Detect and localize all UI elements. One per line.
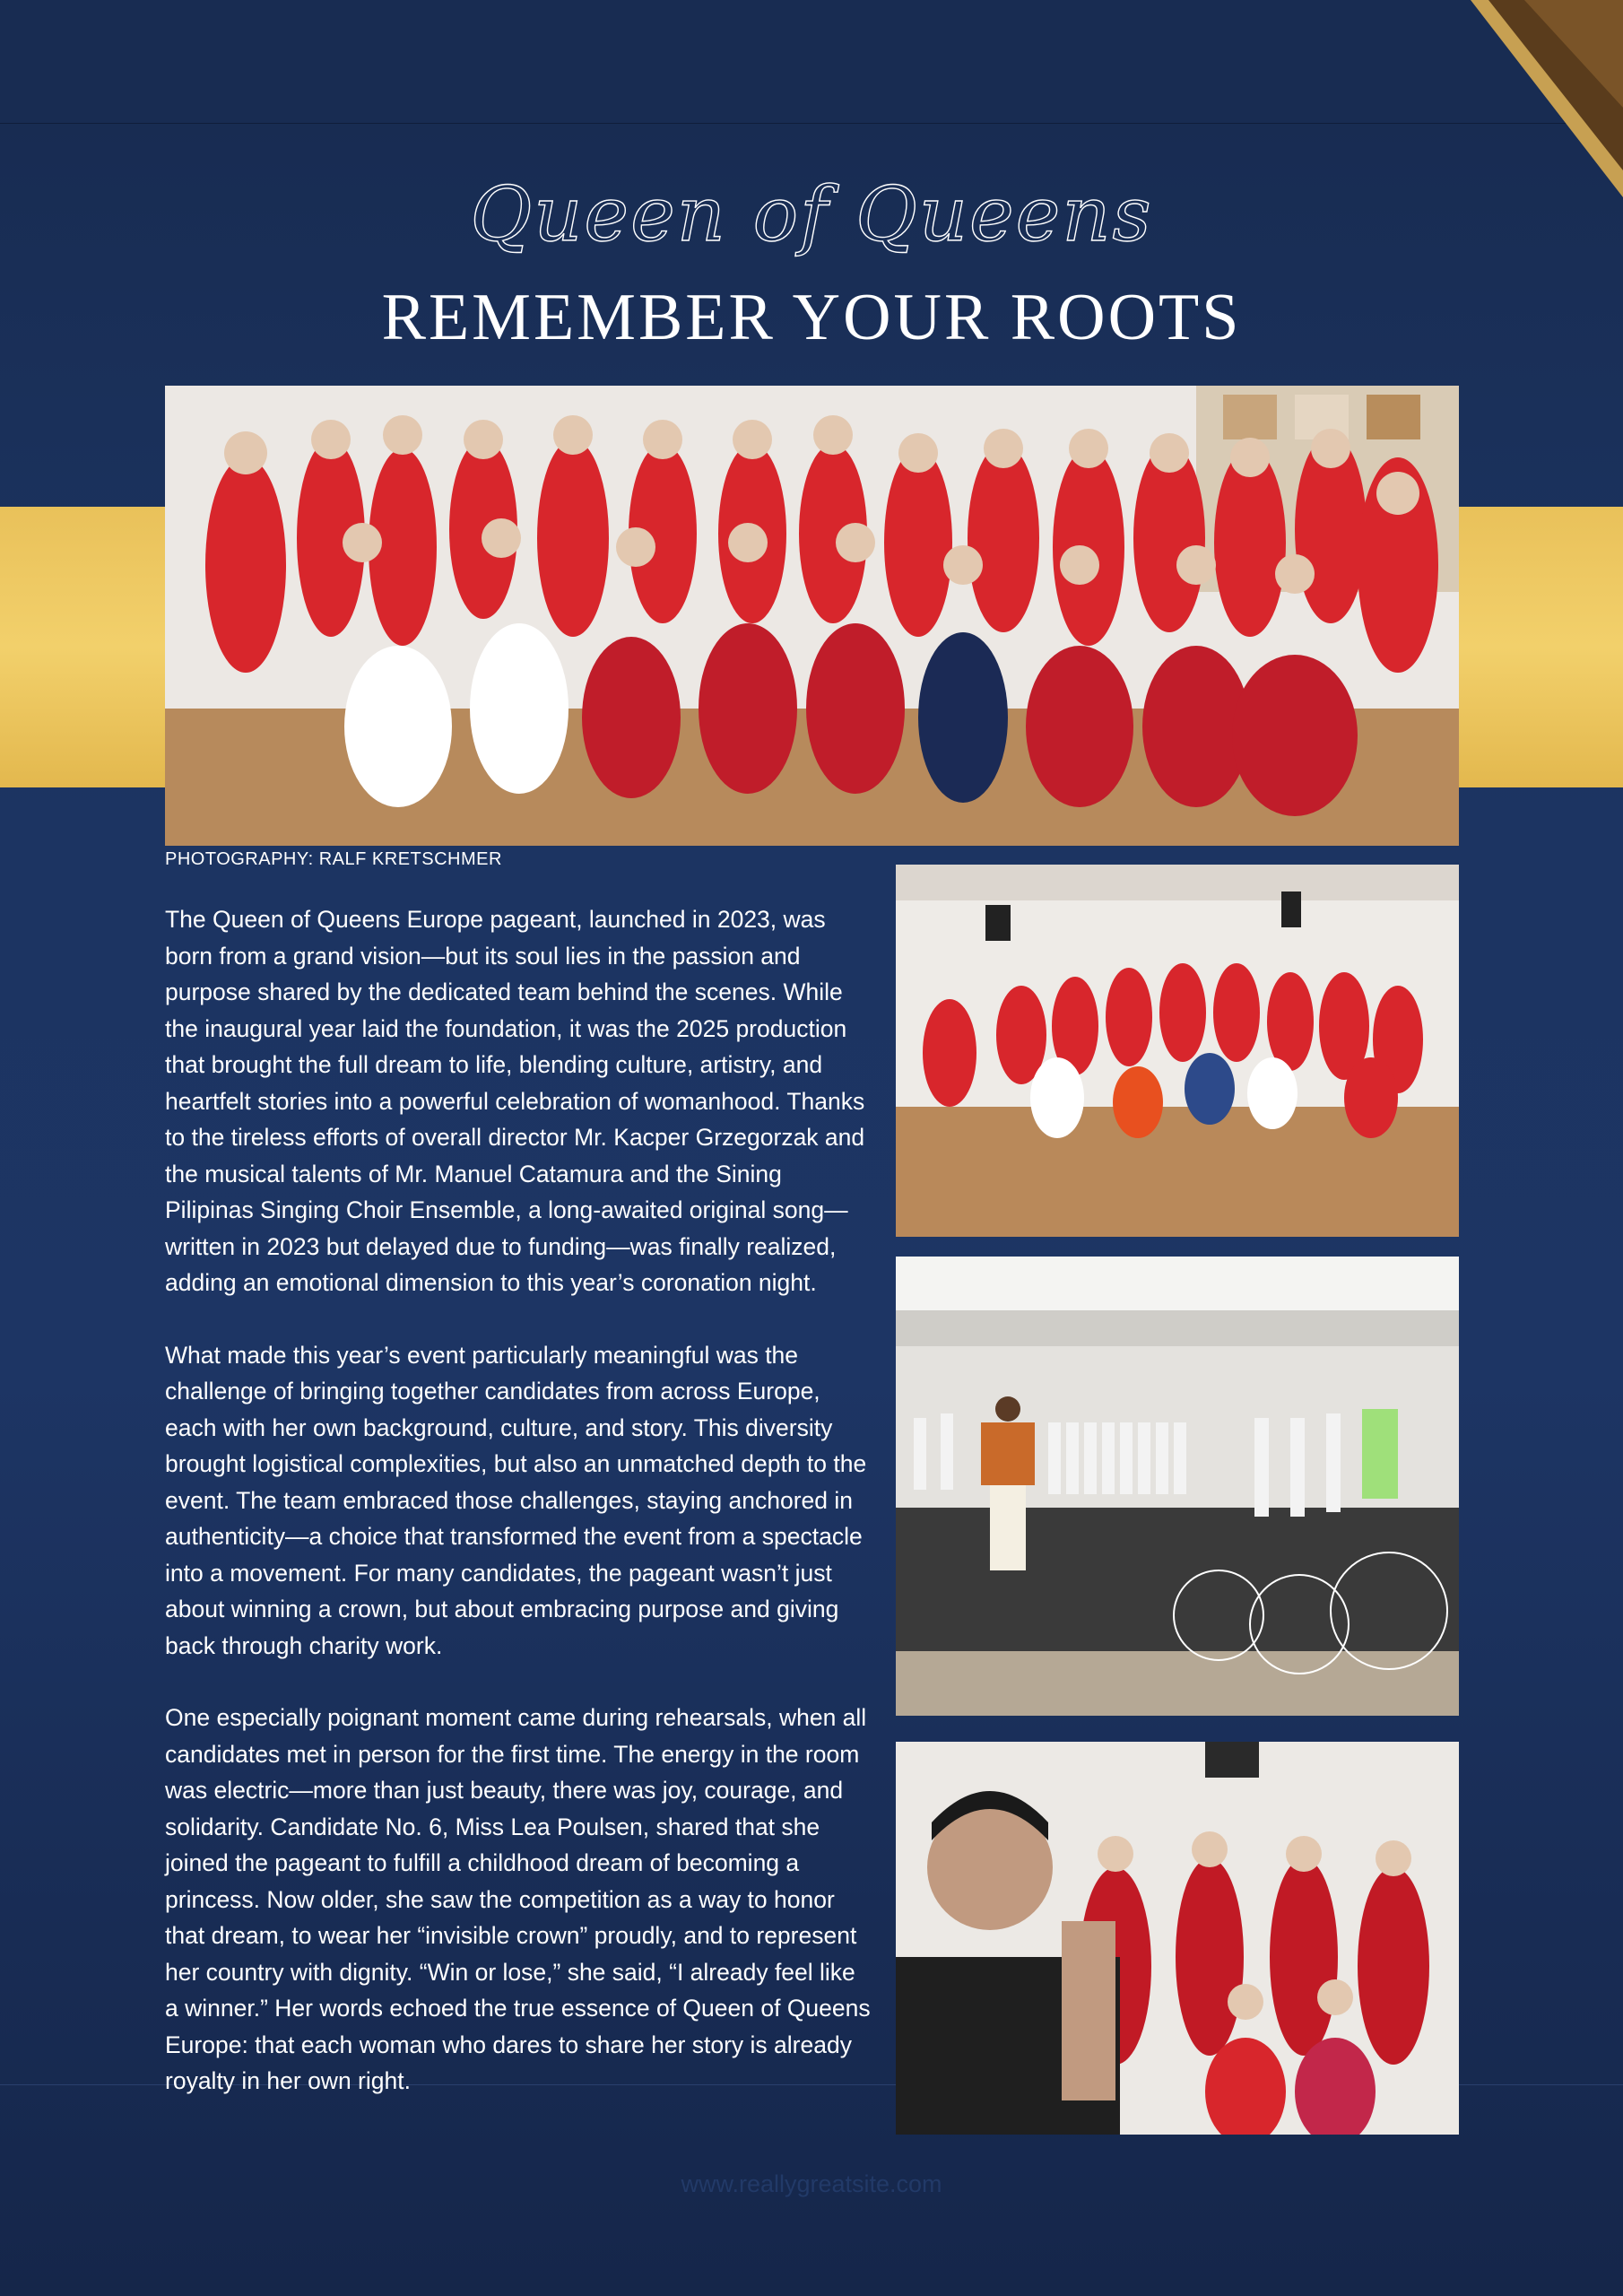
footer-url[interactable]: www.reallygreatsite.com [681,2170,942,2197]
singer-photo [896,1742,1459,2135]
hero-group-photo [165,386,1459,846]
article-body [165,901,873,2135]
article-paragraph-1: The Queen of Queens Europe pageant, launched in 2023, was born from a grand vision—but its soul lies in the passion and purpose shared by the dedicated team behind the scenes. While the inaugural year laid the foundation, it was the 2025 production that brought the full dream to life, blending culture, artistry, and heartfelt stories into a powerful celebration of womanhood. Thanks to the tireless efforts of overall director Mr. Kacper Grzegorzak and the musical talents of Mr. Manuel Catamura and the Sining Pilipinas Singing Choir Ensemble, a long-awaited original song—written in 2023 but delayed due to funding—was finally realized, adding an emotional dimension to this year’s coronation night. [165,906,865,1296]
photo-credit: PHOTOGRAPHY: RALF KRETSCHMER [165,849,502,869]
page-title: REMEMBER YOUR ROOTS [381,281,1242,354]
rehearsal-photo [896,1257,1459,1716]
script-title: Queen of Queens [470,170,1153,258]
top-band [0,0,1623,124]
corner-ornament [1471,0,1623,197]
article-paragraph-3: One especially poignant moment came during rehearsals, when all candidates met in person for the first time. The energy in the room was electric—more than just beauty, there was joy, courage, and solidarity. Candidate No. 6, Miss Lea Poulsen, shared that she joined the pageant to fulfill a childhood dream of becoming a princess. Now older, she saw the competition as a way to honor that dream, to wear her “invisible crown” proudly, and to represent her country with dignity. “Win or lose,” she said, “I already feel like a winner.” Her words echoed the true essence of Queen of Queens Europe: that each woman who dares to share her story is already royalty in her own right. [165,1704,871,2094]
article-paragraph-2: What made this year’s event particularly meaningful was the challenge of bringing together candidates from across Europe, each with her own background, culture, and story. This diversity brought logistical complexities, but also an unmatched depth to the event. The team embraced those challenges, staying anchored in authenticity—a choice that transformed the event from a spectacle into a movement. For many candidates, the pageant wasn’t just about winning a crown, but about embracing purpose and giving back through charity work. [165,1341,867,1659]
celebration-photo [896,865,1459,1237]
